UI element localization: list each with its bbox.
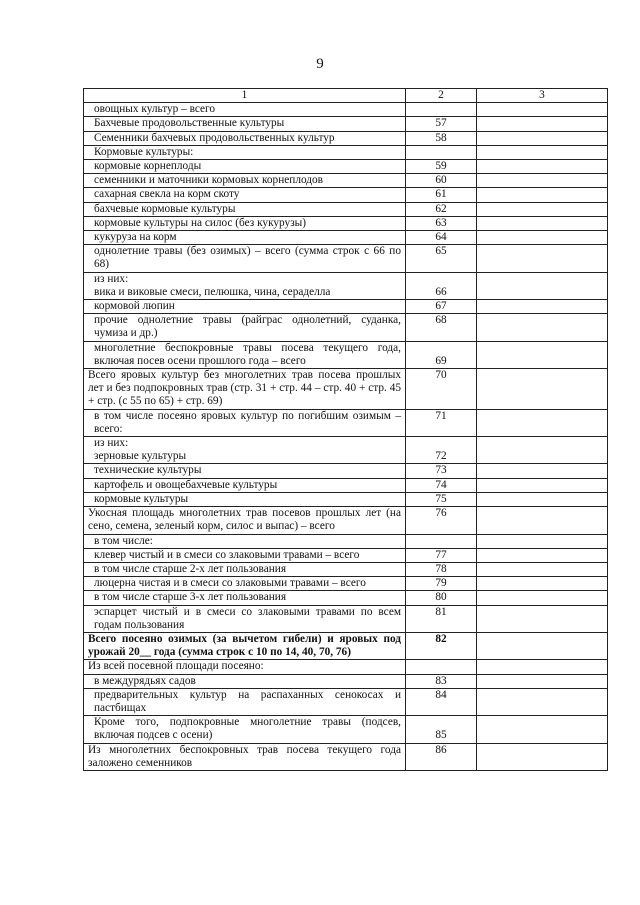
- row-label: Укосная площадь многолетних трав посевов прошлых лет (на сено, семена, зеленый корм, силос и выпас) – всего: [84, 507, 406, 534]
- table-row: [84, 174, 608, 188]
- row-code: [406, 145, 477, 159]
- row-value-cell[interactable]: [477, 216, 608, 230]
- table-row: [84, 409, 608, 436]
- row-label: в том числе:: [84, 534, 406, 548]
- row-label: Кроме того, подпокровные многолетние травы (подсев, включая подсев с осени): [84, 716, 406, 743]
- row-code: 77: [406, 548, 477, 562]
- row-code: 74: [406, 478, 477, 492]
- row-code: 63: [406, 216, 477, 230]
- table-row: [84, 548, 608, 562]
- table-row: [84, 216, 608, 230]
- table-row: [84, 562, 608, 576]
- table-row: [84, 478, 608, 492]
- row-code: 83: [406, 674, 477, 688]
- table-row: [84, 492, 608, 506]
- row-value-cell[interactable]: [477, 562, 608, 576]
- row-value-cell[interactable]: [477, 478, 608, 492]
- row-value-cell[interactable]: [477, 674, 608, 688]
- row-label: предварительных культур на распаханных сенокосах и пастбищах: [84, 688, 406, 715]
- table-row: [84, 369, 608, 410]
- table-row: [84, 632, 608, 659]
- row-label: овощных культур – всего: [84, 103, 406, 117]
- row-label: картофель и овощебахчевые культуры: [84, 478, 406, 492]
- row-value-cell[interactable]: [477, 231, 608, 245]
- table-row: [84, 577, 608, 591]
- column-header-3: 3: [477, 89, 608, 103]
- row-value-cell[interactable]: [477, 688, 608, 715]
- table-row: [84, 743, 608, 770]
- row-code: 68: [406, 314, 477, 341]
- row-code: 73: [406, 464, 477, 478]
- row-value-cell[interactable]: [477, 314, 608, 341]
- row-code: 62: [406, 202, 477, 216]
- row-value-cell[interactable]: [477, 117, 608, 131]
- row-label: Из всей посевной площади посеяно:: [84, 660, 406, 674]
- table-row: [84, 245, 608, 272]
- row-value-cell[interactable]: [477, 174, 608, 188]
- row-code: 78: [406, 562, 477, 576]
- table-row: [84, 188, 608, 202]
- row-label: прочие однолетние травы (райграс однолетний, суданка, чумиза и др.): [84, 314, 406, 341]
- row-code: 60: [406, 174, 477, 188]
- row-code: 64: [406, 231, 477, 245]
- table-row: [84, 464, 608, 478]
- row-code: 61: [406, 188, 477, 202]
- row-code: 70: [406, 369, 477, 410]
- row-value-cell[interactable]: [477, 160, 608, 174]
- row-value-cell[interactable]: [477, 548, 608, 562]
- form-table: [83, 88, 608, 771]
- row-code: 66: [406, 272, 477, 299]
- row-value-cell[interactable]: [477, 632, 608, 659]
- row-label: кормовой люпин: [84, 300, 406, 314]
- row-code: 76: [406, 507, 477, 534]
- row-label: Всего посеяно озимых (за вычетом гибели) и яровых под урожай 20__ года (сумма строк с 10 по 14, 40, 70, 76): [84, 632, 406, 659]
- table-row: [84, 300, 608, 314]
- row-code: 72: [406, 437, 477, 464]
- row-value-cell[interactable]: [477, 245, 608, 272]
- column-header-1: 1: [84, 89, 406, 103]
- row-value-cell[interactable]: [477, 492, 608, 506]
- row-label: сахарная свекла на корм скоту: [84, 188, 406, 202]
- row-code: 75: [406, 492, 477, 506]
- row-value-cell[interactable]: [477, 272, 608, 299]
- row-value-cell[interactable]: [477, 409, 608, 436]
- table-row: [84, 131, 608, 145]
- row-label: эспарцет чистый и в смеси со злаковыми травами по всем годам пользования: [84, 605, 406, 632]
- row-label: бахчевые кормовые культуры: [84, 202, 406, 216]
- row-value-cell[interactable]: [477, 369, 608, 410]
- row-value-cell[interactable]: [477, 464, 608, 478]
- row-code: 59: [406, 160, 477, 174]
- row-code: 71: [406, 409, 477, 436]
- row-code: 86: [406, 743, 477, 770]
- table-row: [84, 145, 608, 159]
- row-label: из них: зерновые культуры: [84, 437, 406, 464]
- row-value-cell[interactable]: [477, 660, 608, 674]
- row-value-cell[interactable]: [477, 437, 608, 464]
- table-row: [84, 103, 608, 117]
- row-code: [406, 534, 477, 548]
- table-row: [84, 674, 608, 688]
- row-code: 82: [406, 632, 477, 659]
- row-value-cell[interactable]: [477, 103, 608, 117]
- row-value-cell[interactable]: [477, 507, 608, 534]
- table-row: [84, 534, 608, 548]
- row-label: кукуруза на корм: [84, 231, 406, 245]
- row-label: Кормовые культуры:: [84, 145, 406, 159]
- row-label: из них: вика и виковые смеси, пелюшка, чина, сераделла: [84, 272, 406, 299]
- row-value-cell[interactable]: [477, 188, 608, 202]
- row-value-cell[interactable]: [477, 534, 608, 548]
- table-row: [84, 688, 608, 715]
- row-code: [406, 660, 477, 674]
- row-label: в том числе старше 2-х лет пользования: [84, 562, 406, 576]
- row-value-cell[interactable]: [477, 300, 608, 314]
- row-label: Всего яровых культур без многолетних трав посева прошлых лет и без подпокровных трав (стр. 31 + стр. 44 – стр. 40 + стр. 45 + стр. (с 55 по 65) + стр. 69): [84, 369, 406, 410]
- row-label: кормовые культуры на силос (без кукурузы): [84, 216, 406, 230]
- row-code: 69: [406, 341, 477, 368]
- page-number: 9: [316, 56, 324, 72]
- row-value-cell[interactable]: [477, 716, 608, 743]
- row-value-cell[interactable]: [477, 341, 608, 368]
- table-row: [84, 160, 608, 174]
- table-row: [84, 660, 608, 674]
- row-label: многолетние беспокровные травы посева текущего года, включая посев осени прошлого года – всего: [84, 341, 406, 368]
- row-code: 67: [406, 300, 477, 314]
- row-code: 81: [406, 605, 477, 632]
- row-label: клевер чистый и в смеси со злаковыми травами – всего: [84, 548, 406, 562]
- table-row: [84, 341, 608, 368]
- row-label: кормовые корнеплоды: [84, 160, 406, 174]
- table-row: [84, 314, 608, 341]
- table-row: [84, 716, 608, 743]
- table-row: [84, 437, 608, 464]
- row-code: 84: [406, 688, 477, 715]
- table-row: [84, 591, 608, 605]
- row-label: кормовые культуры: [84, 492, 406, 506]
- row-value-cell[interactable]: [477, 605, 608, 632]
- row-label: люцерна чистая и в смеси со злаковыми травами – всего: [84, 577, 406, 591]
- row-value-cell[interactable]: [477, 202, 608, 216]
- table-row: [84, 507, 608, 534]
- row-code: 65: [406, 245, 477, 272]
- table-row: [84, 117, 608, 131]
- row-label: в том числе старше 3-х лет пользования: [84, 591, 406, 605]
- row-label: Семенники бахчевых продовольственных культур: [84, 131, 406, 145]
- row-code: 80: [406, 591, 477, 605]
- table-row: [84, 272, 608, 299]
- table-row: [84, 605, 608, 632]
- row-label: семенники и маточники кормовых корнеплодов: [84, 174, 406, 188]
- row-code: [406, 103, 477, 117]
- row-value-cell[interactable]: [477, 131, 608, 145]
- row-label: в том числе посеяно яровых культур по погибшим озимым – всего:: [84, 409, 406, 436]
- row-label: Из многолетних беспокровных трав посева текущего года заложено семенников: [84, 743, 406, 770]
- row-code: 85: [406, 716, 477, 743]
- row-value-cell[interactable]: [477, 743, 608, 770]
- row-code: 57: [406, 117, 477, 131]
- row-label: в междурядьях садов: [84, 674, 406, 688]
- column-header-2: 2: [406, 89, 477, 103]
- row-label: Бахчевые продовольственные культуры: [84, 117, 406, 131]
- row-label: технические культуры: [84, 464, 406, 478]
- row-code: 58: [406, 131, 477, 145]
- row-value-cell[interactable]: [477, 577, 608, 591]
- table-header-row: [84, 89, 608, 103]
- table-row: [84, 202, 608, 216]
- row-value-cell[interactable]: [477, 591, 608, 605]
- row-value-cell[interactable]: [477, 145, 608, 159]
- row-label: однолетние травы (без озимых) – всего (сумма строк с 66 по 68): [84, 245, 406, 272]
- table-row: [84, 231, 608, 245]
- row-code: 79: [406, 577, 477, 591]
